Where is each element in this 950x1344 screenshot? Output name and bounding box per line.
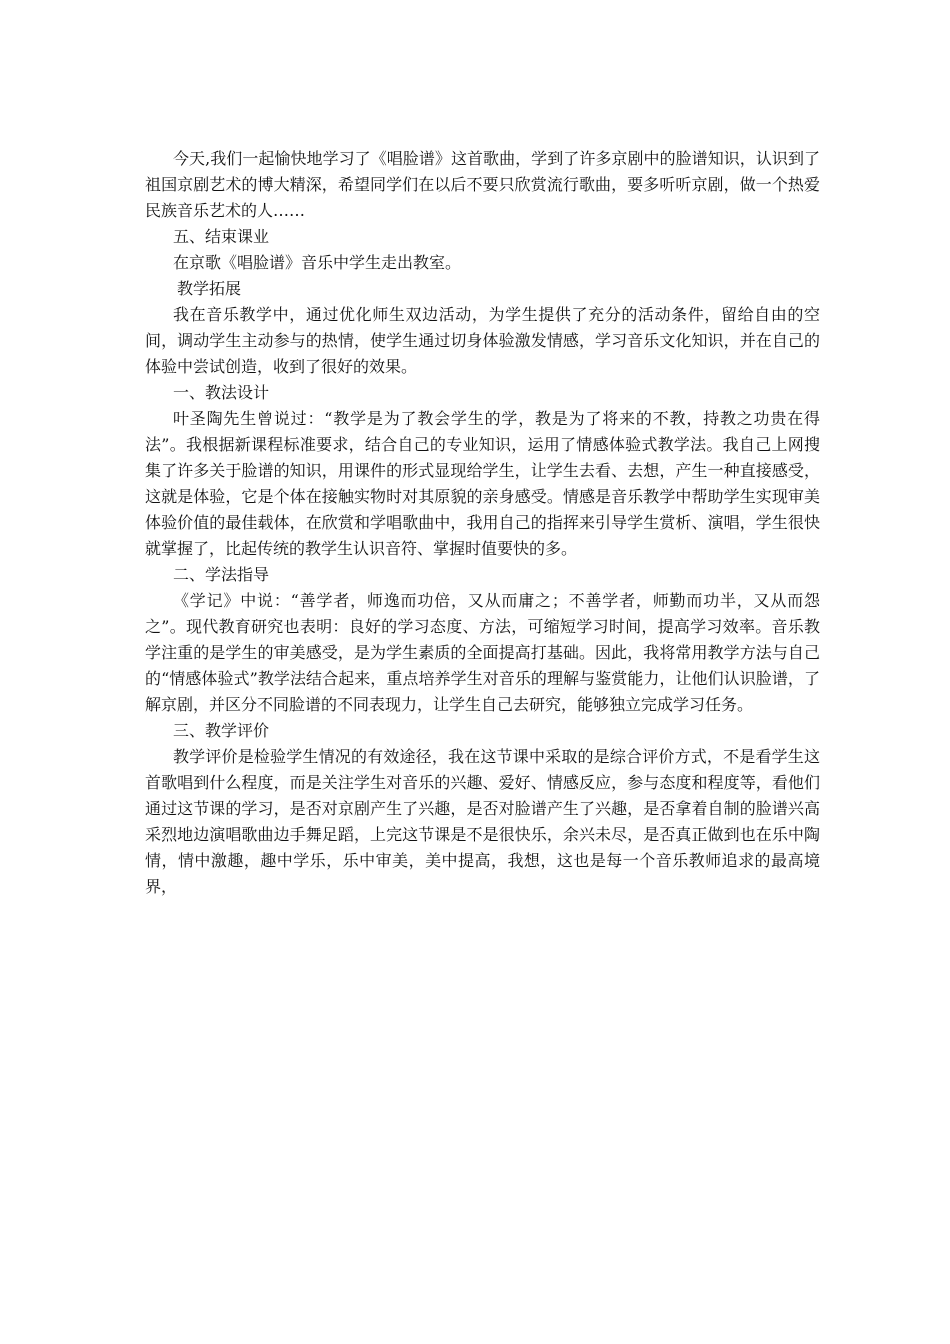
closing-paragraph: 今天,我们一起愉快地学习了《唱脸谱》这首歌曲，学到了许多京剧中的脸谱知识，认识到了祖国京剧艺术的博大精深，希望同学们在以后不要只欣赏流行歌曲，要多听听京剧，做一个热爱民族音乐艺术的人…… [145, 149, 820, 220]
extension-paragraph: 我在音乐教学中，通过优化师生双边活动，为学生提供了充分的活动条件，留给自由的空间，调动学生主动参与的热情，使学生通过切身体验激发情感，学习音乐文化知识，并在自己的体验中尝试创造，收到了很好的效果。 [145, 305, 820, 376]
section-heading-teaching-extension: 教学拓展 [177, 279, 242, 298]
document-page [145, 146, 820, 900]
teaching-method-paragraph: 叶圣陶先生曾说过：“教学是为了教会学生的学，教是为了将来的不教，持教之功贵在得法”。我根据新课程标准要求，结合自己的专业知识，运用了情感体验式教学法。我自己上网搜集了许多关于脸谱的知识，用课件的形式显现给学生，让学生去看、去想，产生一种直接感受，这就是体验，它是个体在接触实物时对其原貌的亲身感受。情感是音乐教学中帮助学生实现审美体验价值的最佳载体，在欣赏和学唱歌曲中，我用自己的指挥来引导学生赏析、演唱，学生很快就掌握了，比起传统的教学生认识音符、掌握时值要快的多。 [145, 409, 820, 558]
end-lesson-paragraph: 在京歌《唱脸谱》音乐中学生走出教室。 [173, 253, 462, 272]
section-heading-end-lesson: 五、结束课业 [173, 227, 270, 246]
section-heading-learning-guidance: 二、学法指导 [173, 565, 270, 584]
evaluation-paragraph: 教学评价是检验学生情况的有效途径，我在这节课中采取的是综合评价方式，不是看学生这首歌唱到什么程度，而是关注学生对音乐的兴趣、爱好、情感反应，参与态度和程度等，看他们通过这节课的学习，是否对京剧产生了兴趣，是否对脸谱产生了兴趣，是否拿着自制的脸谱兴高采烈地边演唱歌曲边手舞足蹈，上完这节课是不是很快乐，余兴未尽，是否真正做到也在乐中陶情，情中激趣，趣中学乐，乐中审美，美中提高，我想，这也是每一个音乐教师追求的最高境界， [145, 747, 820, 896]
section-heading-teaching-method: 一、教法设计 [173, 383, 270, 402]
section-heading-evaluation: 三、教学评价 [173, 721, 270, 740]
learning-guidance-paragraph: 《学记》中说：“善学者，师逸而功倍，又从而庸之；不善学者，师勤而功半，又从而怨之”。现代教育研究也表明：良好的学习态度、方法，可缩短学习时间，提高学习效率。音乐教学注重的是学生的审美感受，是为学生素质的全面提高打基础。因此，我将常用教学方法与自己的“情感体验式”教学法结合起来，重点培养学生对音乐的理解与鉴赏能力，让他们认识脸谱，了解京剧，并区分不同脸谱的不同表现力，让学生自己去研究，能够独立完成学习任务。 [145, 591, 820, 714]
